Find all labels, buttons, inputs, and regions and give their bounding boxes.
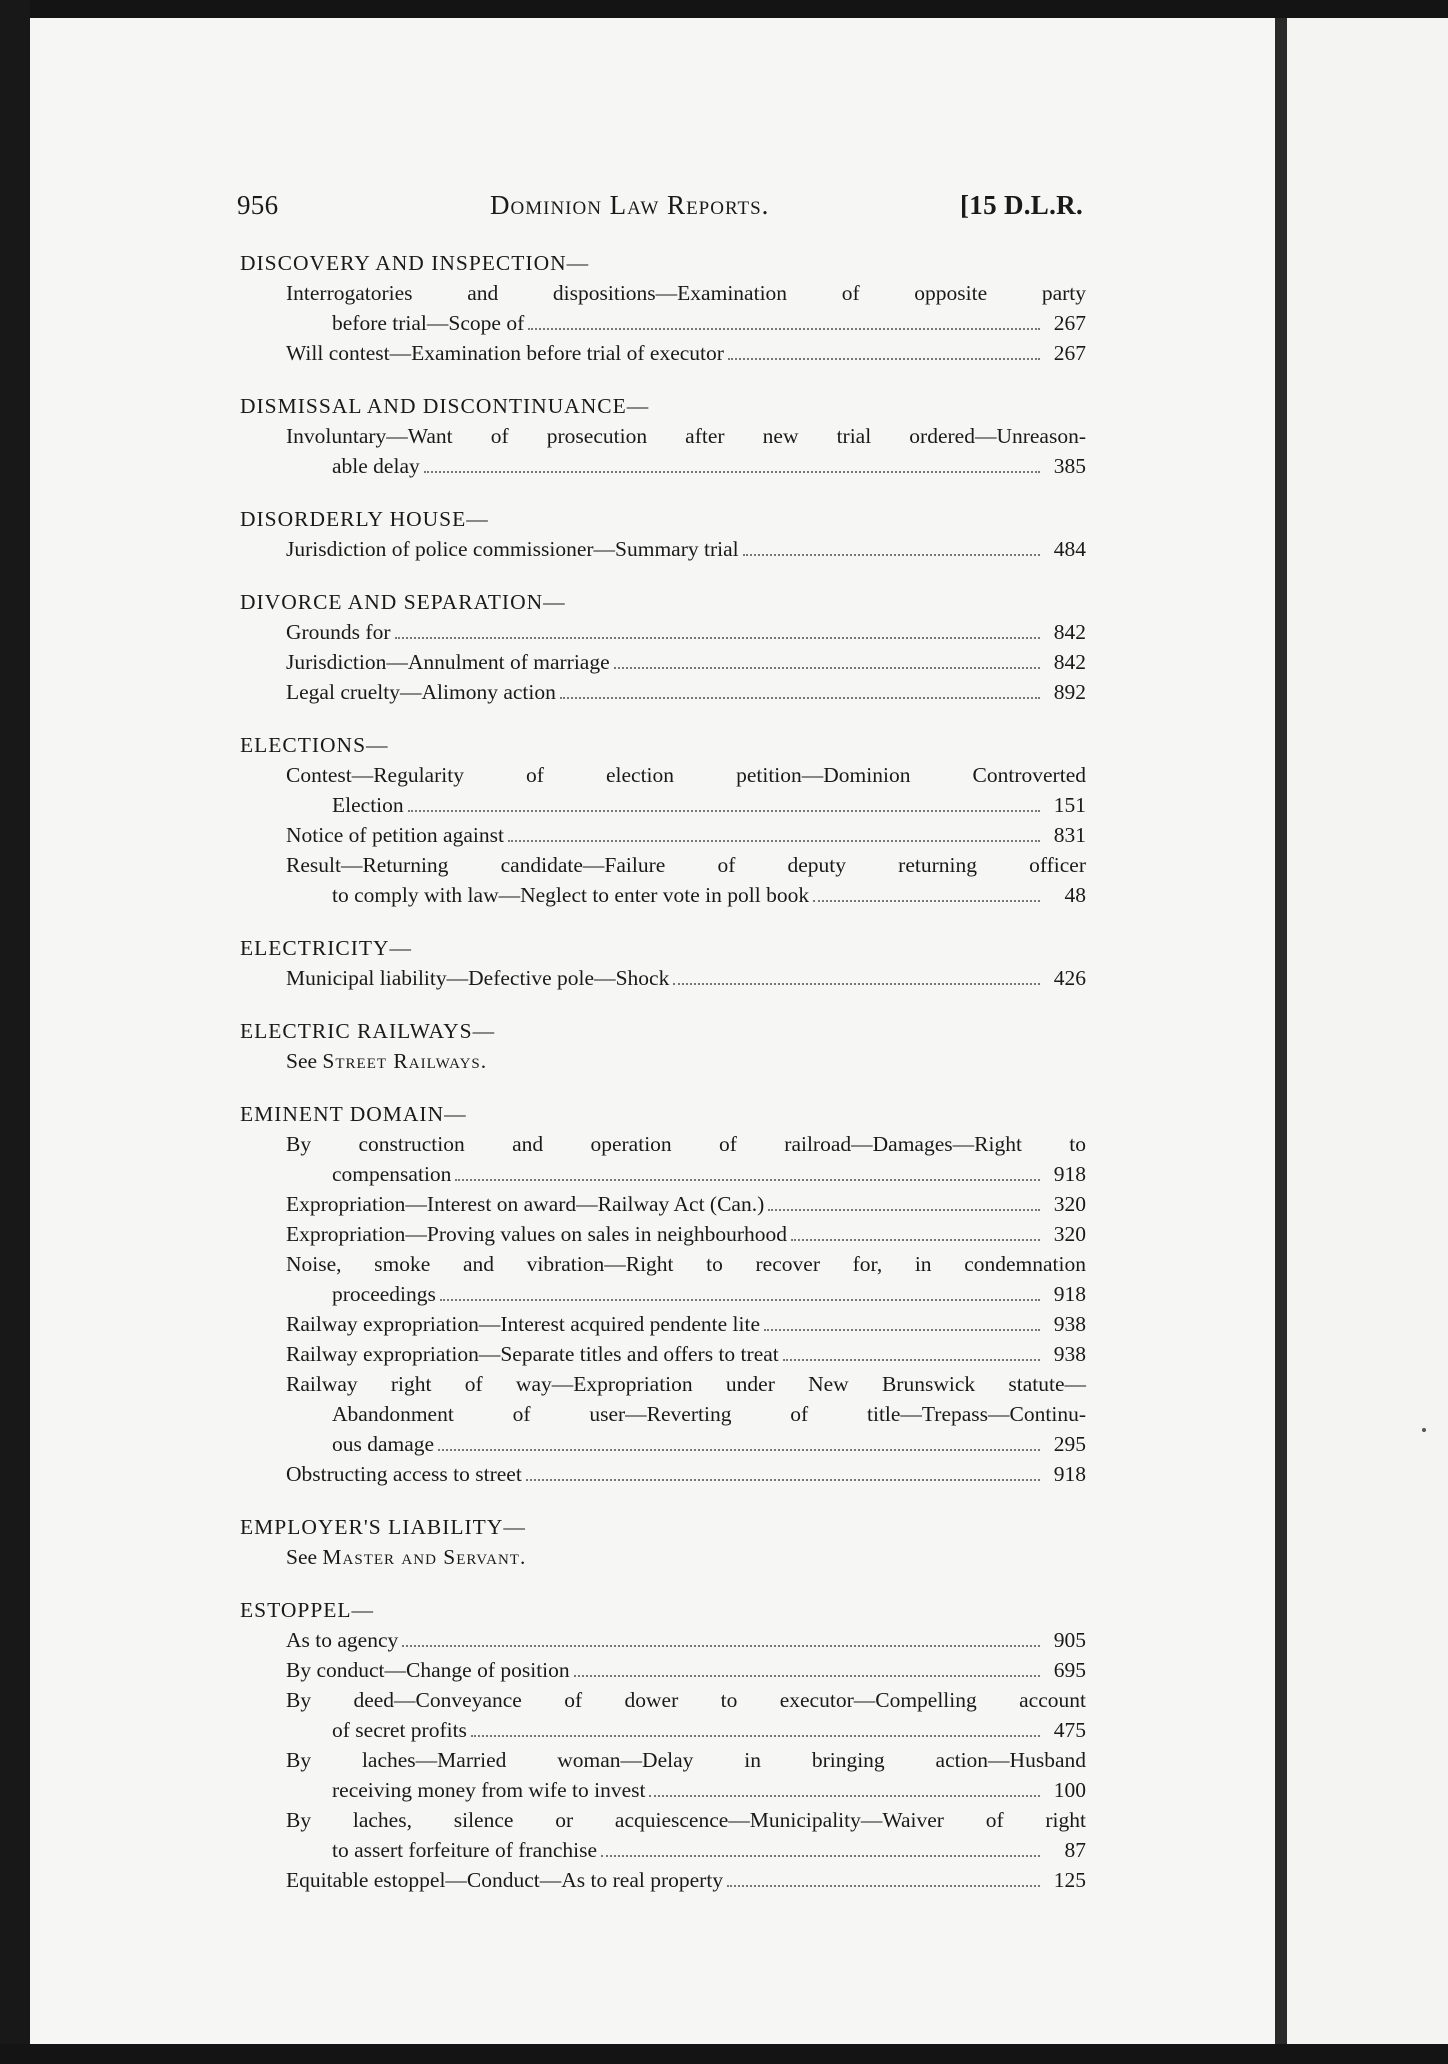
- page-reference: 385: [1053, 454, 1086, 478]
- dot-leader: [614, 667, 1040, 669]
- entry-text: Will contest—Examination before trial of executor: [286, 341, 724, 365]
- index-entry: [286, 1309, 1086, 1339]
- entry-line: [286, 647, 1086, 677]
- index-section: [240, 248, 1086, 368]
- page-reference: 831: [1053, 823, 1086, 847]
- dot-leader: [783, 1359, 1040, 1361]
- entry-text: before trial—Scope of: [332, 311, 525, 335]
- dot-leader: [438, 1449, 1040, 1451]
- entry-text: By construction and operation of railroad—Damages—Right to: [286, 1132, 1086, 1156]
- page-reference: 484: [1053, 537, 1086, 561]
- page-reference: 320: [1053, 1192, 1086, 1216]
- entry-line: [286, 1685, 1086, 1715]
- section-heading: ESTOPPEL—: [240, 1598, 375, 1622]
- page-reference: 892: [1053, 680, 1086, 704]
- entry-line: [286, 1219, 1086, 1249]
- entry-line: [286, 1129, 1086, 1159]
- page-reference: 48: [1064, 883, 1086, 907]
- entry-line: [286, 1159, 1086, 1189]
- entry-text: Railway expropriation—Interest acquired pendente lite: [286, 1312, 761, 1336]
- see-reference: Master and Servant.: [322, 1545, 527, 1569]
- entry-line: [286, 1189, 1086, 1219]
- volume-reference: [15 D.L.R.: [960, 190, 1083, 220]
- section-heading: DISMISSAL AND DISCONTINUANCE—: [240, 394, 650, 418]
- index-entry: [286, 1865, 1086, 1895]
- index-section: [240, 1016, 1086, 1076]
- page-number: 956: [237, 190, 279, 220]
- page-gutter: [1275, 18, 1287, 2044]
- page-reference: 938: [1053, 1312, 1086, 1336]
- dot-leader: [560, 697, 1040, 699]
- index-entry: [286, 1219, 1086, 1249]
- dot-leader: [455, 1179, 1040, 1181]
- entry-line: [286, 1309, 1086, 1339]
- index-section: [240, 504, 1086, 564]
- dot-leader: [813, 900, 1040, 902]
- entry-line: [286, 1249, 1086, 1279]
- index-entry: [286, 338, 1086, 368]
- index-entry: [286, 1745, 1086, 1805]
- entry-text: By deed—Conveyance of dower to executor—Compelling account: [286, 1688, 1086, 1712]
- section-heading: ELECTRIC RAILWAYS—: [240, 1019, 496, 1043]
- entry-line: [286, 451, 1086, 481]
- page-reference: 295: [1053, 1432, 1086, 1456]
- entry-line: [286, 677, 1086, 707]
- entry-text: receiving money from wife to invest: [332, 1778, 646, 1802]
- section-heading: EMINENT DOMAIN—: [240, 1102, 467, 1126]
- page-reference: 842: [1053, 620, 1086, 644]
- index-content: [240, 248, 1086, 1918]
- page-reference: 125: [1053, 1868, 1086, 1892]
- dot-leader: [395, 637, 1041, 639]
- entry-line: [286, 1625, 1086, 1655]
- index-entry: [286, 1249, 1086, 1309]
- entry-line: [286, 1429, 1086, 1459]
- adjacent-page: [1287, 18, 1448, 2044]
- dot-leader: [574, 1675, 1040, 1677]
- ink-speck: [1422, 1428, 1426, 1432]
- entry-line: [286, 338, 1086, 368]
- entry-line: [286, 1865, 1086, 1895]
- dot-leader: [424, 471, 1040, 473]
- entry-text: to assert forfeiture of franchise: [332, 1838, 598, 1862]
- entry-line: [286, 880, 1086, 910]
- page-reference: 475: [1053, 1718, 1086, 1742]
- entry-line: [286, 1655, 1086, 1685]
- entry-text: to comply with law—Neglect to enter vote in poll book: [332, 883, 810, 907]
- page-reference: 938: [1053, 1342, 1086, 1366]
- page-reference: 426: [1053, 966, 1086, 990]
- scan-border-left: [0, 0, 30, 2064]
- see-reference: Street Railways.: [322, 1049, 488, 1073]
- page-reference: 918: [1053, 1162, 1086, 1186]
- entry-line: [286, 534, 1086, 564]
- dot-leader: [743, 554, 1040, 556]
- dot-leader: [471, 1735, 1040, 1737]
- index-entry: [286, 1339, 1086, 1369]
- index-section: [240, 1099, 1086, 1489]
- entry-line: [286, 1775, 1086, 1805]
- entry-text: Expropriation—Interest on award—Railway Act (Can.): [286, 1192, 765, 1216]
- index-section: [240, 1512, 1086, 1572]
- see-prefix: See: [286, 1049, 318, 1073]
- page-reference: 100: [1053, 1778, 1086, 1802]
- entry-text: Involuntary—Want of prosecution after new trial ordered—Unreason-: [286, 424, 1086, 448]
- page-reference: 918: [1053, 1462, 1086, 1486]
- entry-line: [286, 278, 1086, 308]
- dot-leader: [408, 810, 1040, 812]
- section-heading: DISORDERLY HOUSE—: [240, 507, 489, 531]
- page-reference: 320: [1053, 1222, 1086, 1246]
- dot-leader: [528, 328, 1040, 330]
- section-heading: ELECTIONS—: [240, 733, 389, 757]
- entry-line: [286, 1399, 1086, 1429]
- index-entry: [286, 534, 1086, 564]
- page-reference: 842: [1053, 650, 1086, 674]
- section-heading: EMPLOYER'S LIABILITY—: [240, 1515, 526, 1539]
- page-reference: 87: [1064, 1838, 1086, 1862]
- entry-line: [286, 1369, 1086, 1399]
- index-entry: [286, 421, 1086, 481]
- entry-line: [286, 1805, 1086, 1835]
- entry-text: of secret profits: [332, 1718, 467, 1742]
- entry-text: Result—Returning candidate—Failure of deputy returning officer: [286, 853, 1086, 877]
- page-reference: 267: [1053, 341, 1086, 365]
- index-entry: [286, 820, 1086, 850]
- dot-leader: [508, 840, 1040, 842]
- entry-line: [286, 617, 1086, 647]
- running-header: [237, 182, 1083, 226]
- entry-text: Expropriation—Proving values on sales in neighbourhood: [286, 1222, 787, 1246]
- index-entry: [286, 1459, 1086, 1489]
- entry-text: Obstructing access to street: [286, 1462, 522, 1486]
- index-entry: [286, 963, 1086, 993]
- entry-text: By laches—Married woman—Delay in bringing action—Husband: [286, 1748, 1086, 1772]
- dot-leader: [601, 1855, 1040, 1857]
- index-entry: [286, 1129, 1086, 1189]
- entry-text: Equitable estoppel—Conduct—As to real property: [286, 1868, 724, 1892]
- entry-text: By conduct—Change of position: [286, 1658, 570, 1682]
- entry-line: [286, 421, 1086, 451]
- see-prefix: See: [286, 1545, 318, 1569]
- index-entry: [286, 647, 1086, 677]
- entry-text: Grounds for: [286, 620, 391, 644]
- dot-leader: [649, 1795, 1040, 1797]
- index-section: [240, 1595, 1086, 1895]
- entry-text: As to agency: [286, 1628, 399, 1652]
- index-section: [240, 587, 1086, 707]
- index-section: [240, 933, 1086, 993]
- dot-leader: [791, 1239, 1040, 1241]
- index-entry: [286, 677, 1086, 707]
- dot-leader: [728, 358, 1040, 360]
- dot-leader: [526, 1479, 1040, 1481]
- entry-text: proceedings: [332, 1282, 436, 1306]
- cross-reference: [286, 1542, 1086, 1572]
- entry-text: compensation: [332, 1162, 452, 1186]
- entry-text: ous damage: [332, 1432, 435, 1456]
- dot-leader: [764, 1329, 1040, 1331]
- cross-reference: [286, 1046, 1086, 1076]
- section-heading: DISCOVERY AND INSPECTION—: [240, 251, 590, 275]
- entry-line: [286, 308, 1086, 338]
- page-reference: 918: [1053, 1282, 1086, 1306]
- dot-leader: [727, 1885, 1040, 1887]
- section-heading: ELECTRICITY—: [240, 936, 413, 960]
- entry-text: Abandonment of user—Reverting of title—Trepass—Continu-: [332, 1402, 1086, 1426]
- page-reference: 695: [1053, 1658, 1086, 1682]
- entry-line: [286, 1459, 1086, 1489]
- entry-line: [286, 963, 1086, 993]
- page-reference: 905: [1053, 1628, 1086, 1652]
- index-entry: [286, 1369, 1086, 1459]
- entry-line: [286, 820, 1086, 850]
- page-reference: 267: [1053, 311, 1086, 335]
- entry-text: Contest—Regularity of election petition—Dominion Controverted: [286, 763, 1086, 787]
- index-entry: [286, 1805, 1086, 1865]
- section-heading: DIVORCE AND SEPARATION—: [240, 590, 566, 614]
- entry-text: Jurisdiction of police commissioner—Summary trial: [286, 537, 739, 561]
- entry-text: Noise, smoke and vibration—Right to recover for, in condemnation: [286, 1252, 1086, 1276]
- entry-line: [286, 1339, 1086, 1369]
- entry-text: Jurisdiction—Annulment of marriage: [286, 650, 610, 674]
- entry-line: [286, 1745, 1086, 1775]
- publication-title: Dominion Law Reports.: [490, 190, 770, 220]
- index-section: [240, 730, 1086, 910]
- entry-text: Election: [332, 793, 404, 817]
- entry-line: [286, 1835, 1086, 1865]
- scan-border-bottom: [0, 2044, 1448, 2064]
- entry-line: [286, 790, 1086, 820]
- index-entry: [286, 850, 1086, 910]
- index-section: [240, 391, 1086, 481]
- index-entry: [286, 1189, 1086, 1219]
- entry-line: [286, 760, 1086, 790]
- entry-line: [286, 850, 1086, 880]
- entry-text: Municipal liability—Defective pole—Shock: [286, 966, 670, 990]
- dot-leader: [402, 1645, 1040, 1647]
- index-entry: [286, 1625, 1086, 1655]
- entry-text: Interrogatories and dispositions—Examination of opposite party: [286, 281, 1086, 305]
- index-entry: [286, 1655, 1086, 1685]
- index-entry: [286, 760, 1086, 820]
- index-entry: [286, 1685, 1086, 1745]
- dot-leader: [673, 983, 1040, 985]
- entry-line: [286, 1715, 1086, 1745]
- dot-leader: [768, 1209, 1040, 1211]
- entry-text: able delay: [332, 454, 420, 478]
- dot-leader: [440, 1299, 1040, 1301]
- entry-text: Railway right of way—Expropriation under New Brunswick statute—: [286, 1372, 1086, 1396]
- entry-text: Railway expropriation—Separate titles and offers to treat: [286, 1342, 779, 1366]
- entry-text: By laches, silence or acquiescence—Municipality—Waiver of right: [286, 1808, 1086, 1832]
- index-entry: [286, 278, 1086, 338]
- entry-text: Legal cruelty—Alimony action: [286, 680, 556, 704]
- entry-line: [286, 1279, 1086, 1309]
- index-entry: [286, 617, 1086, 647]
- entry-text: Notice of petition against: [286, 823, 504, 847]
- page-reference: 151: [1053, 793, 1086, 817]
